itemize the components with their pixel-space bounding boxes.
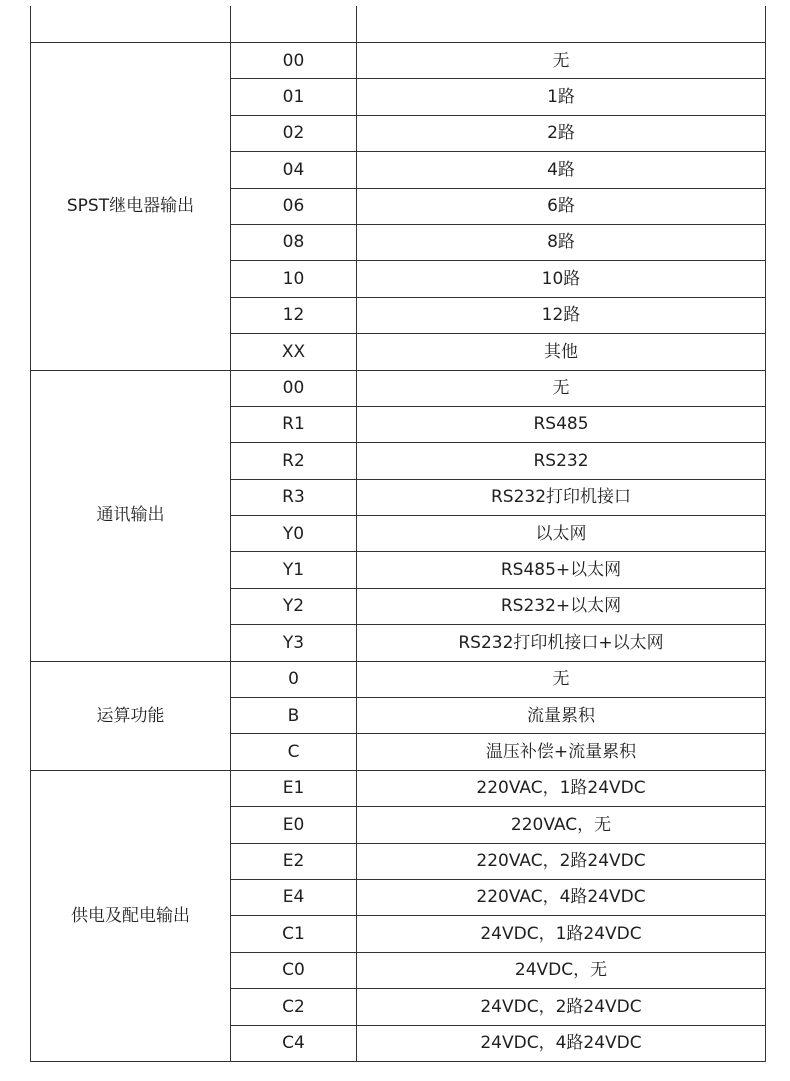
code-cell: E4 xyxy=(231,879,357,915)
description-cell: 以太网 xyxy=(357,516,766,552)
description-cell: 流量累积 xyxy=(357,698,766,734)
description-cell: 1路 xyxy=(357,79,766,115)
code-cell: 0 xyxy=(231,661,357,697)
description-cell: RS485+以太网 xyxy=(357,552,766,588)
table-cell xyxy=(357,6,766,43)
description-cell: 24VDC，2路24VDC xyxy=(357,989,766,1025)
code-cell: R1 xyxy=(231,406,357,442)
code-cell: Y0 xyxy=(231,516,357,552)
table-cell xyxy=(231,6,357,43)
code-cell: 02 xyxy=(231,115,357,151)
description-cell: 无 xyxy=(357,661,766,697)
description-cell: 无 xyxy=(357,370,766,406)
category-cell: 通讯输出 xyxy=(31,370,231,661)
table-row xyxy=(31,43,766,79)
category-cell: 运算功能 xyxy=(31,661,231,770)
category-cell: SPST继电器输出 xyxy=(31,43,231,371)
description-cell: 24VDC，4路24VDC xyxy=(357,1025,766,1061)
code-cell: 08 xyxy=(231,224,357,260)
code-cell: Y2 xyxy=(231,588,357,624)
code-cell: 06 xyxy=(231,188,357,224)
description-cell: RS232+以太网 xyxy=(357,588,766,624)
description-cell: 其他 xyxy=(357,334,766,370)
table-row xyxy=(31,661,766,697)
description-cell: 10路 xyxy=(357,261,766,297)
code-cell: B xyxy=(231,698,357,734)
code-cell: XX xyxy=(231,334,357,370)
code-cell: 12 xyxy=(231,297,357,333)
description-cell: 4路 xyxy=(357,152,766,188)
code-cell: C xyxy=(231,734,357,770)
code-cell: E2 xyxy=(231,843,357,879)
code-cell: 04 xyxy=(231,152,357,188)
description-cell: RS232打印机接口 xyxy=(357,479,766,515)
description-cell: 24VDC，1路24VDC xyxy=(357,916,766,952)
category-cell: 供电及配电输出 xyxy=(31,770,231,1061)
description-cell: RS485 xyxy=(357,406,766,442)
code-cell: 01 xyxy=(231,79,357,115)
description-cell: 8路 xyxy=(357,224,766,260)
code-cell: E0 xyxy=(231,807,357,843)
model-code-table xyxy=(30,6,766,1062)
code-cell: Y1 xyxy=(231,552,357,588)
code-cell: C4 xyxy=(231,1025,357,1061)
code-cell: R3 xyxy=(231,479,357,515)
description-cell: 220VAC，2路24VDC xyxy=(357,843,766,879)
code-cell: C1 xyxy=(231,916,357,952)
code-cell: 00 xyxy=(231,43,357,79)
code-cell: C0 xyxy=(231,952,357,988)
code-cell: E1 xyxy=(231,770,357,806)
description-cell: 12路 xyxy=(357,297,766,333)
description-cell: 220VAC，1路24VDC xyxy=(357,770,766,806)
code-cell: 00 xyxy=(231,370,357,406)
description-cell: 24VDC，无 xyxy=(357,952,766,988)
table-row xyxy=(31,370,766,406)
description-cell: 无 xyxy=(357,43,766,79)
code-cell: Y3 xyxy=(231,625,357,661)
description-cell: RS232 xyxy=(357,443,766,479)
description-cell: RS232打印机接口+以太网 xyxy=(357,625,766,661)
model-code-table-body xyxy=(31,6,766,1061)
description-cell: 2路 xyxy=(357,115,766,151)
table-row-stub xyxy=(31,6,766,43)
table-row xyxy=(31,770,766,806)
code-cell: C2 xyxy=(231,989,357,1025)
description-cell: 6路 xyxy=(357,188,766,224)
description-cell: 220VAC，无 xyxy=(357,807,766,843)
description-cell: 温压补偿+流量累积 xyxy=(357,734,766,770)
code-cell: R2 xyxy=(231,443,357,479)
code-cell: 10 xyxy=(231,261,357,297)
description-cell: 220VAC，4路24VDC xyxy=(357,879,766,915)
table-cell xyxy=(31,6,231,43)
